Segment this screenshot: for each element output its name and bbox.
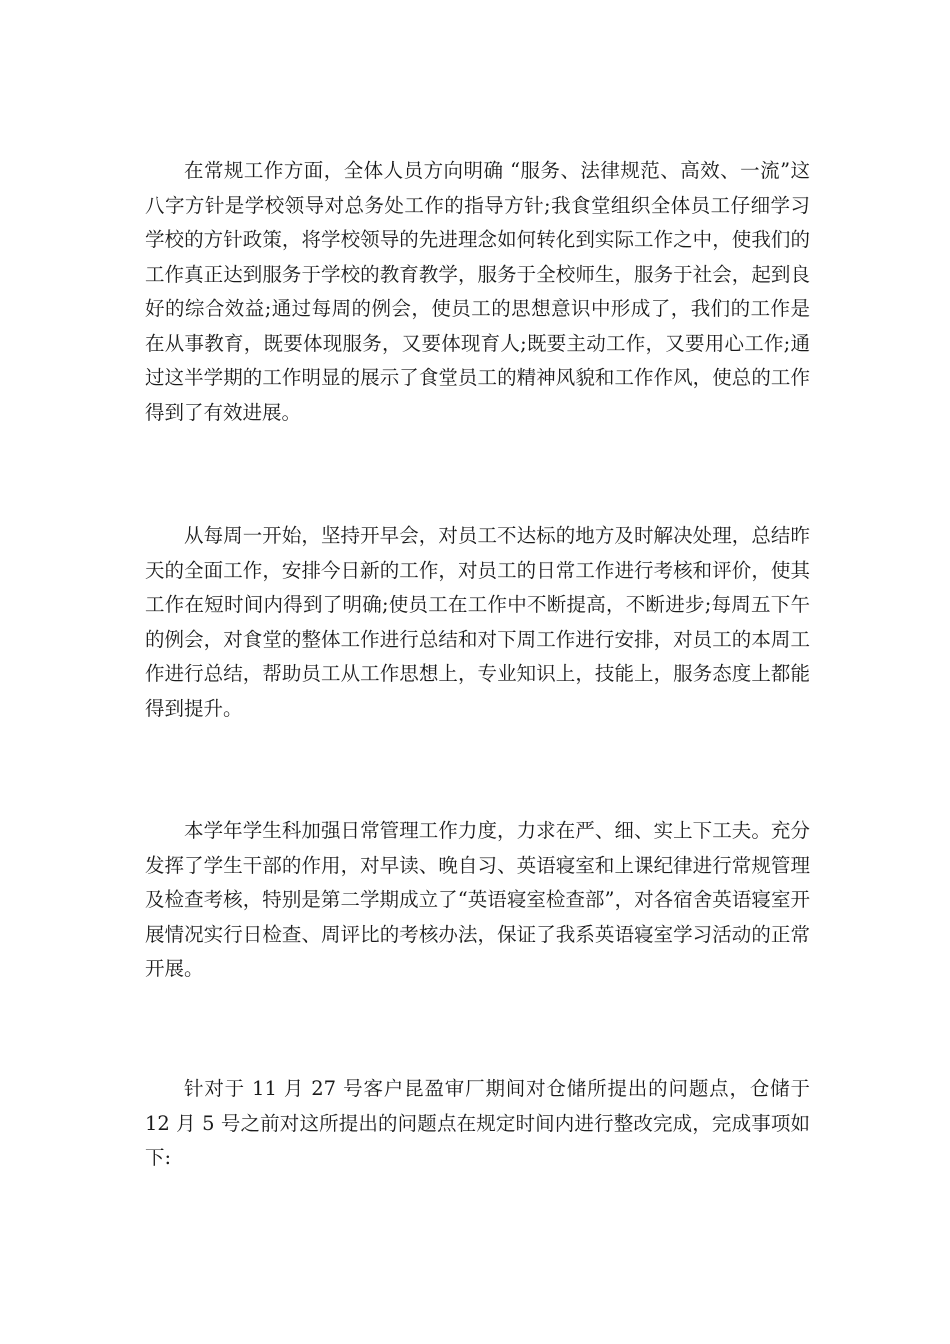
paragraph-routine-work: 在常规工作方面，全体人员方向明确 “服务、法律规范、高效、一流”这八字方针是学校领导对总务处工作的指导方针;我食堂组织全体员工仔细学习学校的方针政策，将学校领导的先进理念如何转化到实际工作之中，使我们的工作真正达到服务于学校的教育教学，服务于全校师生，服务于社会，起到良好的综合效益;通过每周的例会，使员工的思想意识中形成了，我们的工作是在从事教育，既要体现服务，又要体现育人;既要主动工作，又要用心工作;通过这半学期的工作明显的展示了食堂员工的精神风貌和工作作风，使总的工作得到了有效进展。 xyxy=(145,159,810,424)
paragraph-warehouse-rectification: 针对于 11 月 27 号客户昆盈审厂期间对仓储所提出的问题点，仓储于 12 月 5 号之前对这所提出的问题点在规定时间内进行整改完成，完成事项如下: xyxy=(145,1077,810,1169)
paragraph-student-management: 本学年学生科加强日常管理工作力度，力求在严、细、实上下工夫。充分发挥了学生干部的作用，对早读、晚自习、英语寝室和上课纪律进行常规管理及检查考核，特别是第二学期成立了“英语寝室检查部”，对各宿舍英语寝室开展情况实行日检查、周评比的考核办法，保证了我系英语寝室学习活动的正常开展。 xyxy=(145,819,810,980)
paragraph-weekly-meetings: 从每周一开始，坚持开早会，对员工不达标的地方及时解决处理，总结昨天的全面工作，安排今日新的工作，对员工的日常工作进行考核和评价，使其工作在短时间内得到了明确;使员工在工作中不断提高，不断进步;每周五下午的例会，对食堂的整体工作进行总结和对下周工作进行安排，对员工的本周工作进行总结，帮助员工从工作思想上，专业知识上，技能上，服务态度上都能得到提升。 xyxy=(145,524,810,720)
